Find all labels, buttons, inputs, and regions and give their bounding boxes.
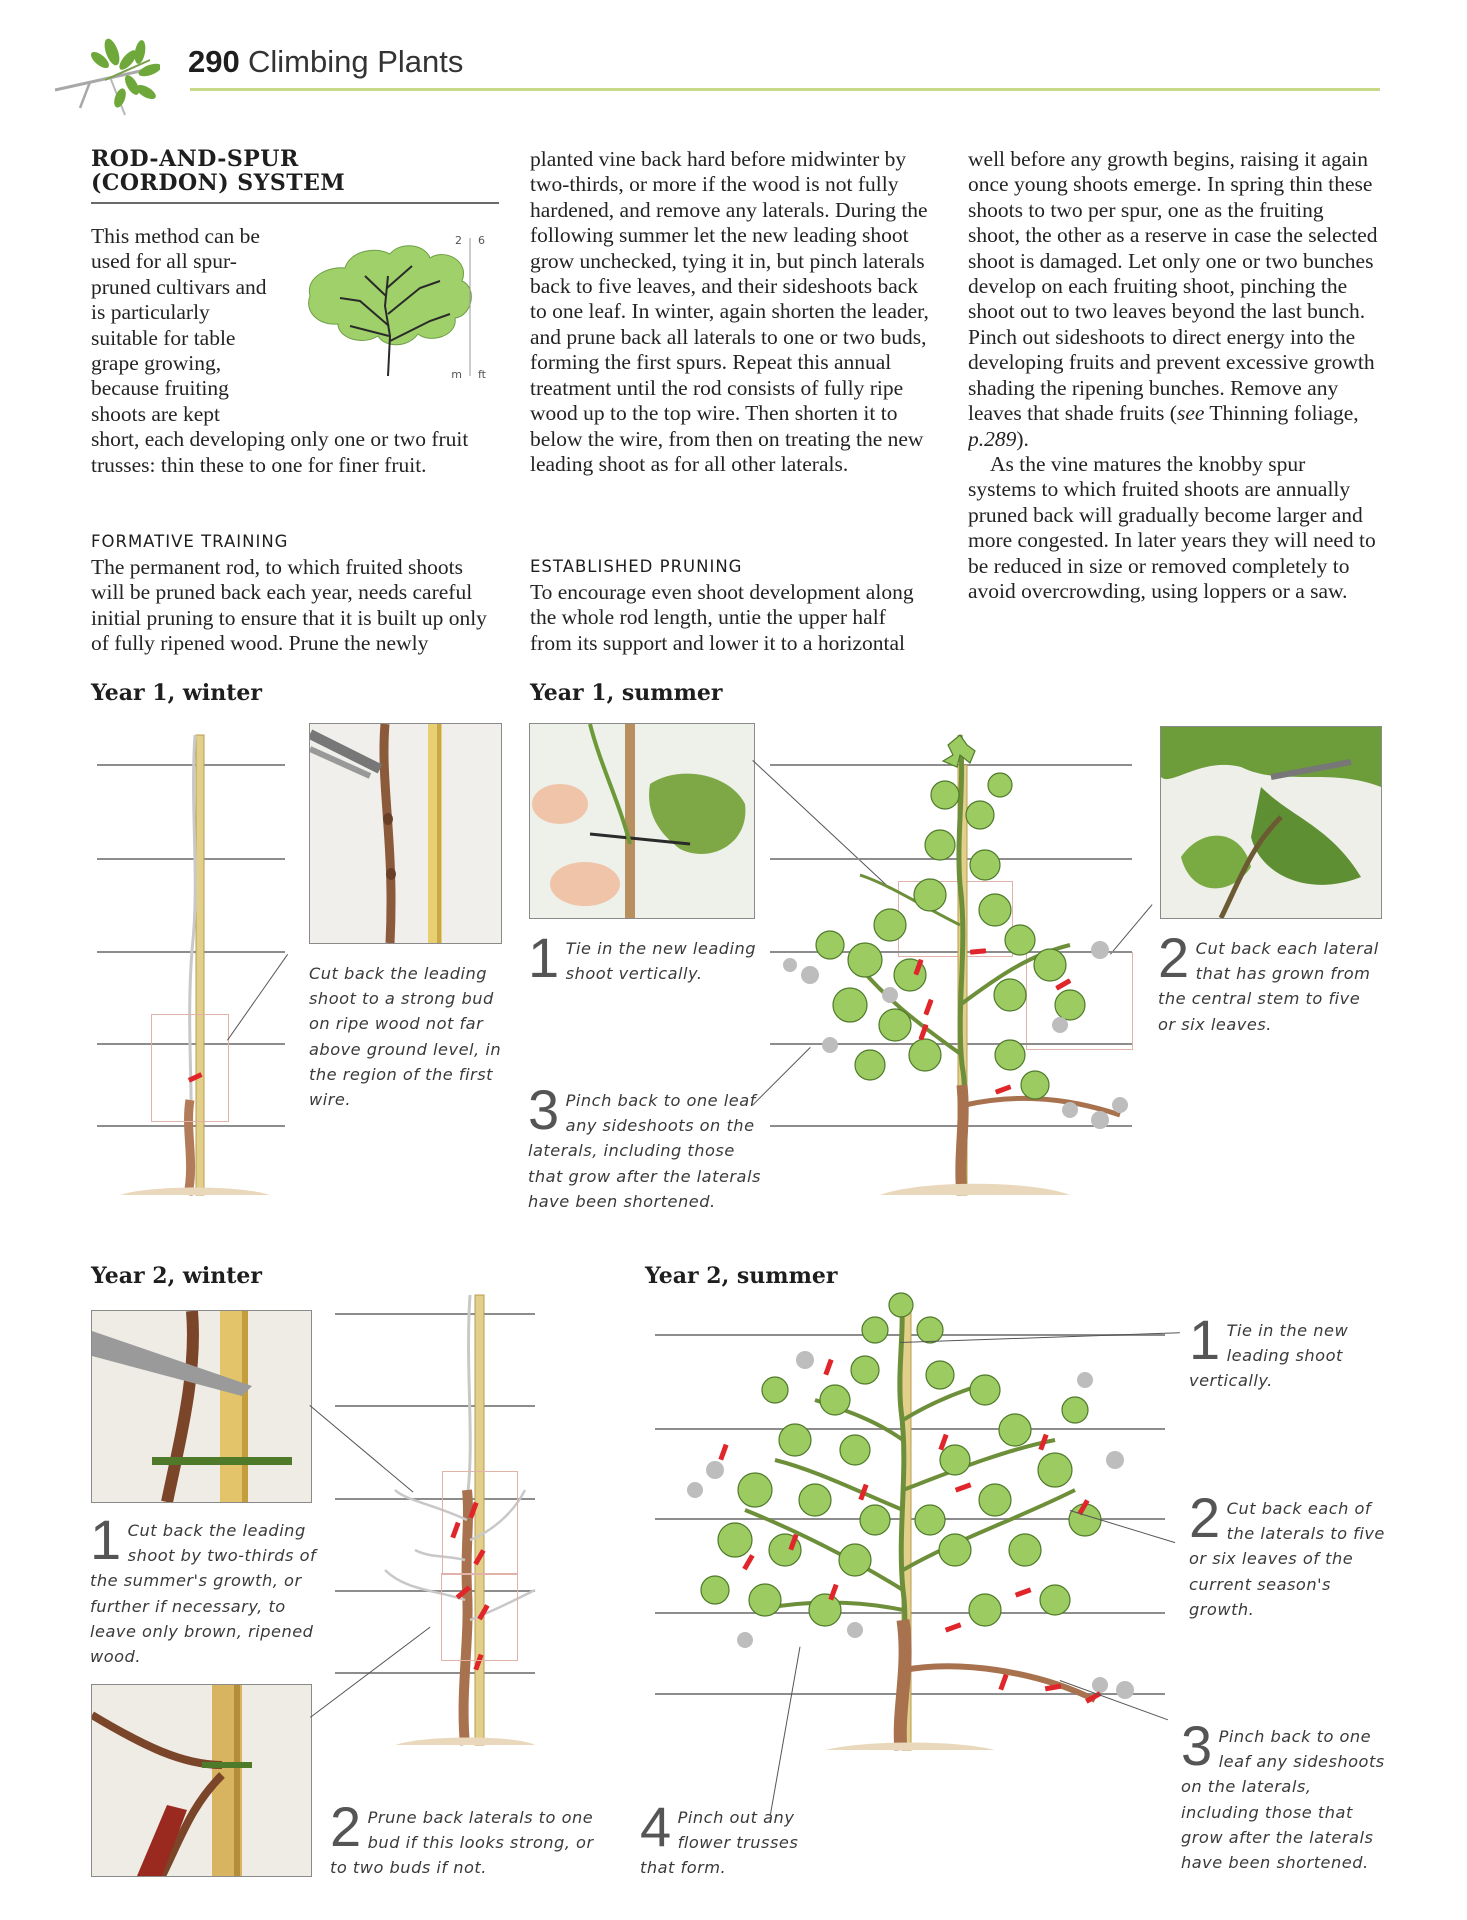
y1w-photo-pruning-shoot [309, 723, 502, 944]
established-text-main: To encourage even shoot development along the whole rod length, untie the upper half from its support and lower it to a horizontal [530, 580, 914, 655]
y2w-caption-2-number: 2 [330, 1795, 362, 1858]
y1s-vine-svg [770, 725, 1140, 1215]
scale-unit-m: m [451, 368, 462, 381]
y2s-caption-2 [1189, 1486, 1389, 1622]
established-heading: ESTABLISHED PRUNING [530, 557, 743, 576]
header-rule [190, 88, 1380, 91]
y2s-caption-4-text: Pinch out any flower trusses that form. [640, 1808, 799, 1878]
y2w-highlight-2 [441, 1573, 518, 1661]
y1s-caption-2-text: Cut back each lateral that has grown from the central stem to five or six leaves. [1158, 939, 1379, 1034]
formative-heading: FORMATIVE TRAINING [91, 532, 289, 551]
scale-label-m: 2 [455, 234, 462, 247]
y2s-caption-3 [1181, 1714, 1391, 1875]
intro-paragraph [91, 224, 491, 478]
formative-text-a: The permanent rod, to which fruited shoots will be pruned back each year, needs careful initial pruning to ensure that it is built up only of fully ripened wood. Prune the newly [91, 555, 487, 656]
scale-label-ft: 6 [478, 234, 485, 247]
y1s-photo-lateral-cut [1160, 726, 1382, 919]
intro-heading: ROD-AND-SPUR (CORDON) SYSTEM [91, 146, 346, 196]
page-ref-b: p.289 [968, 426, 1017, 451]
y2s-caption-1-number: 1 [1189, 1308, 1221, 1371]
y2w-caption-1 [90, 1508, 320, 1669]
y2s-caption-3-number: 3 [1181, 1714, 1213, 1777]
established-text-main-b: well before any growth begins, raising it again once young shoots emerge. In spring thin these shoots to two per spur, one as the fruiting shoot, the other as a reserve in case the selected shoot is damaged. Let only one or two bunches develop on each fruiting shoot, pinching the shoot out to two leaves beyond the last bunch. Pinch out sideshoots to direct energy into the developing fruits and prevent excessive growth shading the ripening bunches. Remove any leaves that shade fruits ( [968, 147, 1378, 426]
y2w-caption-2 [330, 1795, 600, 1881]
page-number: 290 [188, 44, 240, 79]
y1s-photo-tying-shoot [529, 723, 755, 919]
established-text-a [530, 580, 930, 657]
y2w-caption-1-number: 1 [90, 1508, 122, 1571]
y1s-caption-2 [1158, 926, 1383, 1037]
y2s-caption-1-text: Tie in the new leading shoot vertically. [1189, 1321, 1349, 1391]
y2s-caption-3-text: Pinch back to one leaf any sideshoots on the laterals, including those that grow after the laterals have been shortened. [1181, 1727, 1385, 1873]
fig-year1-winter-title: Year 1, winter [91, 680, 262, 706]
fig-year1-summer-title: Year 1, summer [530, 680, 723, 706]
fig-year2-summer-title: Year 2, summer [645, 1263, 838, 1289]
y1s-caption-1-number: 1 [528, 926, 560, 989]
y1s-caption-1-text: Tie in the new leading shoot vertically. [565, 939, 757, 984]
intro-text: This method can be used for all spur-pruned cultivars and is particularly suitable for table grape growing, because fruiting shoots are kept short, each developing only one or two fruit trusses: thin these to one for finer fruit. [91, 224, 469, 477]
formative-text-b: planted vine back hard before midwinter by two-thirds, or more if the wood is not fully hardened, and remove any laterals. During the following summer let the new leading shoot grow unchecked, tying it in, but pinch laterals back to five leaves, and their sideshoots back to one leaf. In winter, again shorten the leader, and prune back all laterals to one or two buds, forming the first spurs. Repeat this annual treatment until the rod consists of fully ripe wood up to the top wire. Then shorten it to below the wire, from then on treating the new leading shoot as for all other laterals. [530, 147, 929, 476]
heading-rule [91, 202, 499, 204]
formative-text-col1 [91, 555, 491, 658]
y1s-caption-1 [528, 926, 758, 989]
see-word-b: see [1176, 401, 1205, 426]
y2s-caption-2-text: Cut back each of the laterals to five or six leaves of the current season's growth. [1189, 1499, 1385, 1619]
y2w-highlight-1 [442, 1471, 518, 1575]
y2w-photo-cutting-leader [91, 1310, 312, 1503]
section-title: Climbing Plants [248, 44, 464, 79]
established-text-col2 [530, 580, 930, 657]
y2s-caption-4-number: 4 [640, 1795, 672, 1858]
formative-text-col2 [530, 147, 930, 531]
y2w-caption-2-text: Prune back laterals to one bud if this looks strong, or to two buds if not. [330, 1808, 594, 1878]
established-para2: As the vine matures the knobby spur systems to which fruited shoots are annually pruned back will gradually become larger and more congested. In later years they will need to be reduced in size or removed completely to avoid overcrowding, using loppers or a saw. [968, 451, 1376, 603]
y2w-caption-1-text: Cut back the leading shoot by two-thirds of the summer's growth, or further if necessary, to leave only brown, ripened wood. [90, 1521, 317, 1667]
y1s-caption-3 [528, 1078, 768, 1214]
y2s-caption-1 [1189, 1308, 1389, 1394]
fig-year2-winter-title: Year 2, winter [91, 1263, 262, 1289]
y1w-vine-svg [90, 730, 290, 1210]
y2s-caption-2-number: 2 [1189, 1486, 1221, 1549]
xref-text-b: Thinning foliage, [1204, 401, 1359, 426]
y1w-caption: Cut back the leading shoot to a strong bud on ripe wood not far above ground level, in the region of the first wire. [309, 964, 502, 1110]
y1s-caption-3-text: Pinch back to one leaf any sideshoots on the laterals, including those that grow after the laterals have been shortened. [528, 1091, 761, 1211]
established-text-col3 [968, 147, 1378, 657]
y2w-photo-pruning-lateral [91, 1684, 312, 1877]
y1s-caption-3-number: 3 [528, 1078, 560, 1141]
y2s-vine-svg [655, 1290, 1165, 1765]
text-end-b: ). [1016, 426, 1029, 451]
header-leaf-logo [50, 30, 160, 125]
scale-unit-ft: ft [478, 368, 486, 381]
y2s-caption-4 [640, 1795, 830, 1881]
y1s-caption-2-number: 2 [1158, 926, 1190, 989]
